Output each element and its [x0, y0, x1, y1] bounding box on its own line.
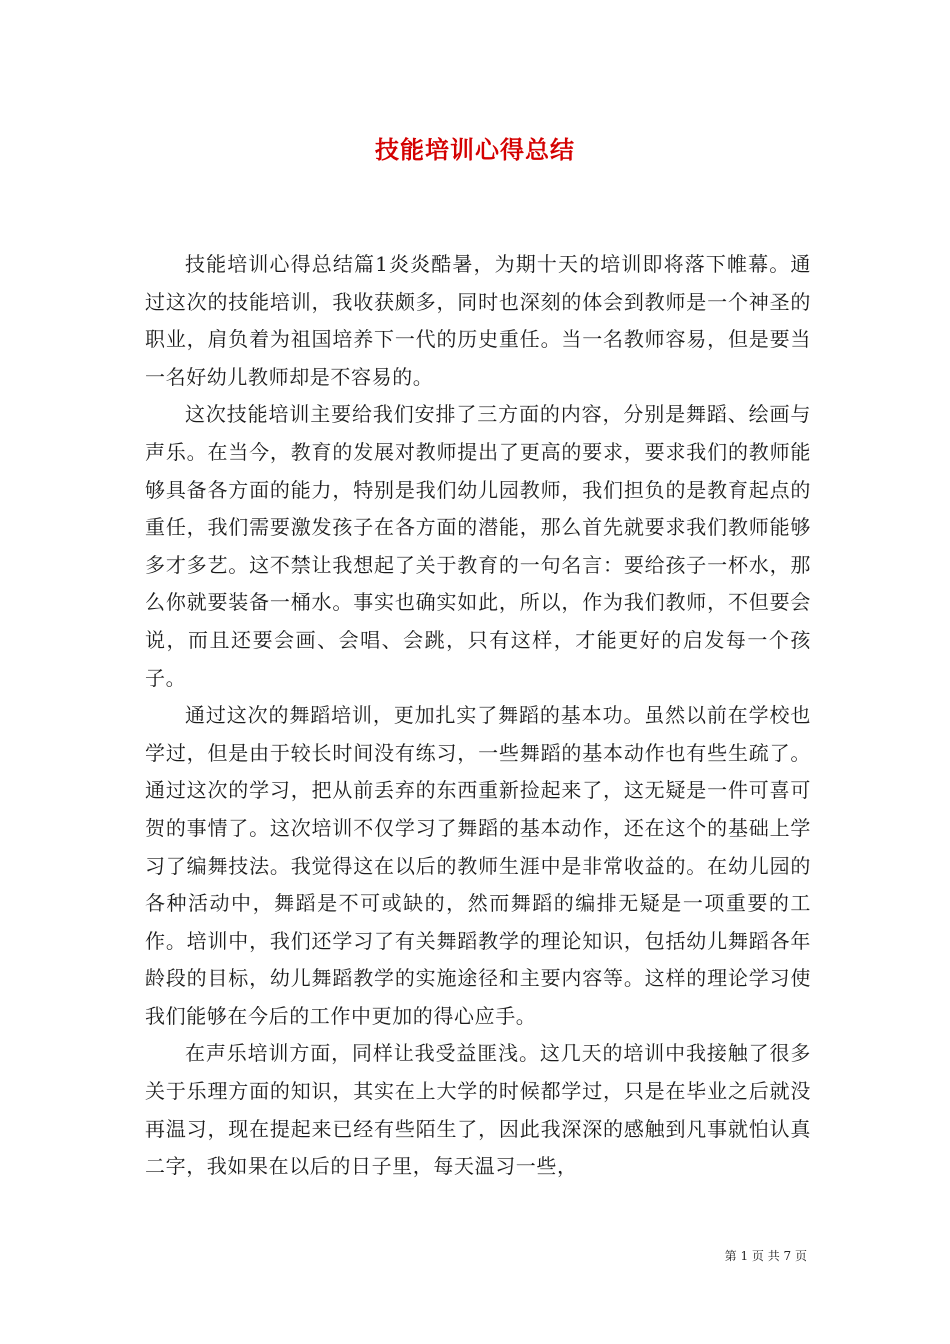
paragraph-1: 技能培训心得总结篇1炎炎酷暑，为期十天的培训即将落下帷幕。通过这次的技能培训，我收获颇多，同时也深刻的体会到教师是一个神圣的职业，肩负着为祖国培养下一代的历史重任。当一名教师容易，但是要当一名好幼儿教师却是不容易的。	[145, 252, 811, 389]
document-title: 技能培训心得总结	[375, 135, 575, 164]
page-number-footer: 第 1 页 共 7 页	[724, 1249, 807, 1263]
document-body	[145, 246, 811, 1186]
paragraph-3: 通过这次的舞蹈培训，更加扎实了舞蹈的基本功。虽然以前在学校也学过，但是由于较长时间没有练习，一些舞蹈的基本动作也有些生疏了。通过这次的学习，把从前丢弃的东西重新捡起来了，这无疑是一件可喜可贺的事情了。这次培训不仅学习了舞蹈的基本动作，还在这个的基础上学习了编舞技法。我觉得这在以后的教师生涯中是非常收益的。在幼儿园的各种活动中，舞蹈是不可或缺的，然而舞蹈的编排无疑是一项重要的工作。培训中，我们还学习了有关舞蹈教学的理论知识，包括幼儿舞蹈各年龄段的目标，幼儿舞蹈教学的实施途径和主要内容等。这样的理论学习使我们能够在今后的工作中更加的得心应手。	[145, 703, 811, 1028]
paragraph-4: 在声乐培训方面，同样让我受益匪浅。这几天的培训中我接触了很多关于乐理方面的知识，其实在上大学的时候都学过，只是在毕业之后就没再温习，现在提起来已经有些陌生了，因此我深深的感触到凡事就怕认真二字，我如果在以后的日子里，每天温习一些，	[145, 1041, 811, 1179]
paragraph-2: 这次技能培训主要给我们安排了三方面的内容，分别是舞蹈、绘画与声乐。在当今，教育的发展对教师提出了更高的要求，要求我们的教师能够具备各方面的能力，特别是我们幼儿园教师，我们担负的是教育起点的重任，我们需要激发孩子在各方面的潜能，那么首先就要求我们教师能够多才多艺。这不禁让我想起了关于教育的一句名言：要给孩子一杯水，那么你就要装备一桶水。事实也确实如此，所以，作为我们教师，不但要会说，而且还要会画、会唱、会跳，只有这样，才能更好的启发每一个孩子。	[145, 402, 811, 690]
